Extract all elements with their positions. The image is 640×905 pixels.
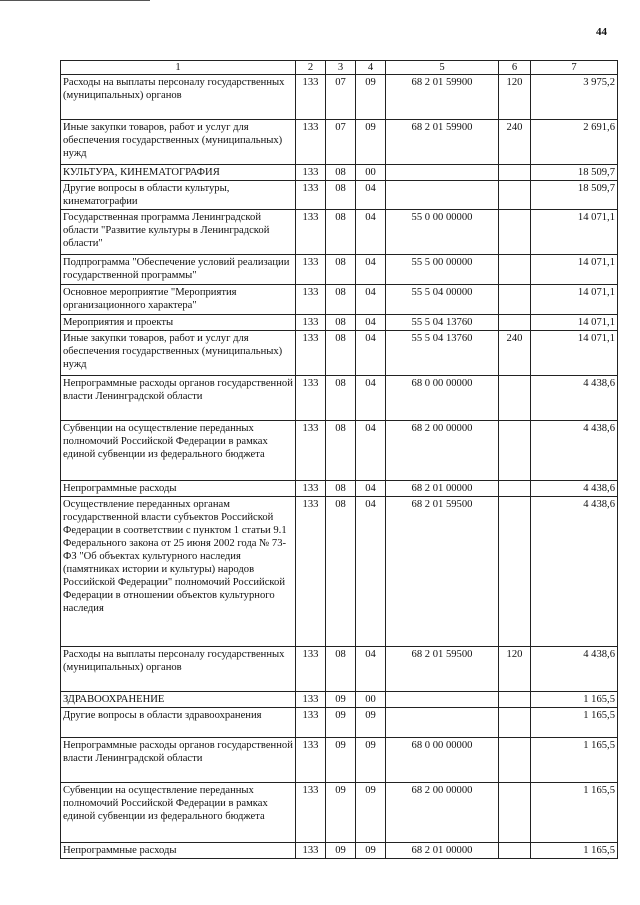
row-pr: 09 bbox=[356, 120, 386, 165]
row-sum: 1 165,5 bbox=[531, 692, 618, 708]
row-sum: 1 165,5 bbox=[531, 708, 618, 738]
header-cell: 7 bbox=[531, 61, 618, 75]
row-pr: 04 bbox=[356, 376, 386, 421]
row-sum: 1 165,5 bbox=[531, 843, 618, 859]
row-name: Непрограммные расходы bbox=[61, 481, 296, 497]
row-csr bbox=[386, 165, 499, 181]
row-name: Непрограммные расходы органов государственной власти Ленинградской области bbox=[61, 376, 296, 421]
row-sum: 4 438,6 bbox=[531, 376, 618, 421]
row-name: Расходы на выплаты персоналу государственных (муниципальных) органов bbox=[61, 75, 296, 120]
row-vr bbox=[499, 421, 531, 481]
row-vr bbox=[499, 255, 531, 285]
row-pr: 04 bbox=[356, 481, 386, 497]
row-name: КУЛЬТУРА, КИНЕМАТОГРАФИЯ bbox=[61, 165, 296, 181]
row-rz: 08 bbox=[326, 376, 356, 421]
row-gr: 133 bbox=[296, 421, 326, 481]
row-gr: 133 bbox=[296, 315, 326, 331]
row-rz: 08 bbox=[326, 181, 356, 210]
row-rz: 07 bbox=[326, 120, 356, 165]
row-csr: 68 2 01 59900 bbox=[386, 120, 499, 165]
row-rz: 09 bbox=[326, 843, 356, 859]
row-gr: 133 bbox=[296, 75, 326, 120]
row-sum: 14 071,1 bbox=[531, 331, 618, 376]
row-pr: 09 bbox=[356, 783, 386, 843]
table-row bbox=[61, 783, 618, 843]
row-vr bbox=[499, 315, 531, 331]
row-vr bbox=[499, 497, 531, 647]
row-name: Непрограммные расходы органов государственной власти Ленинградской области bbox=[61, 738, 296, 783]
row-pr: 09 bbox=[356, 843, 386, 859]
row-name: Иные закупки товаров, работ и услуг для обеспечения государственных (муниципальных) нужд bbox=[61, 120, 296, 165]
row-name: Субвенции на осуществление переданных полномочий Российской Федерации в рамках единой субвенции из федерального бюджета bbox=[61, 783, 296, 843]
header-cell: 4 bbox=[356, 61, 386, 75]
row-csr: 68 2 01 00000 bbox=[386, 843, 499, 859]
table-row bbox=[61, 481, 618, 497]
row-sum: 14 071,1 bbox=[531, 255, 618, 285]
header-cell: 6 bbox=[499, 61, 531, 75]
header-row bbox=[61, 61, 618, 75]
header-cell: 3 bbox=[326, 61, 356, 75]
row-csr: 55 5 00 00000 bbox=[386, 255, 499, 285]
row-csr: 68 2 01 00000 bbox=[386, 481, 499, 497]
row-name: ЗДРАВООХРАНЕНИЕ bbox=[61, 692, 296, 708]
row-csr: 68 0 00 00000 bbox=[386, 738, 499, 783]
header-cell: 2 bbox=[296, 61, 326, 75]
row-gr: 133 bbox=[296, 843, 326, 859]
row-pr: 04 bbox=[356, 497, 386, 647]
table-row bbox=[61, 285, 618, 315]
row-sum: 18 509,7 bbox=[531, 181, 618, 210]
row-gr: 133 bbox=[296, 165, 326, 181]
row-pr: 00 bbox=[356, 165, 386, 181]
row-pr: 09 bbox=[356, 75, 386, 120]
header-cell: 5 bbox=[386, 61, 499, 75]
row-pr: 04 bbox=[356, 210, 386, 255]
row-rz: 08 bbox=[326, 165, 356, 181]
row-gr: 133 bbox=[296, 210, 326, 255]
row-sum: 14 071,1 bbox=[531, 315, 618, 331]
row-gr: 133 bbox=[296, 692, 326, 708]
row-pr: 00 bbox=[356, 692, 386, 708]
row-csr: 68 2 00 00000 bbox=[386, 421, 499, 481]
row-vr: 240 bbox=[499, 120, 531, 165]
row-pr: 04 bbox=[356, 285, 386, 315]
row-vr: 240 bbox=[499, 331, 531, 376]
row-vr bbox=[499, 843, 531, 859]
row-rz: 09 bbox=[326, 708, 356, 738]
table-row bbox=[61, 708, 618, 738]
table-row bbox=[61, 331, 618, 376]
row-sum: 4 438,6 bbox=[531, 421, 618, 481]
table-row bbox=[61, 692, 618, 708]
row-gr: 133 bbox=[296, 181, 326, 210]
row-gr: 133 bbox=[296, 497, 326, 647]
row-csr: 55 5 04 00000 bbox=[386, 285, 499, 315]
row-vr bbox=[499, 181, 531, 210]
table-row bbox=[61, 376, 618, 421]
row-rz: 08 bbox=[326, 647, 356, 692]
row-gr: 133 bbox=[296, 376, 326, 421]
row-name: Расходы на выплаты персоналу государственных (муниципальных) органов bbox=[61, 647, 296, 692]
row-rz: 09 bbox=[326, 692, 356, 708]
row-sum: 1 165,5 bbox=[531, 783, 618, 843]
row-rz: 08 bbox=[326, 421, 356, 481]
row-csr bbox=[386, 708, 499, 738]
row-name: Другие вопросы в области культуры, кинематографии bbox=[61, 181, 296, 210]
row-csr: 68 2 01 59500 bbox=[386, 497, 499, 647]
row-csr: 55 5 04 13760 bbox=[386, 331, 499, 376]
row-vr bbox=[499, 738, 531, 783]
top-rule bbox=[0, 0, 150, 1]
table-row bbox=[61, 497, 618, 647]
row-pr: 04 bbox=[356, 255, 386, 285]
row-csr: 68 2 00 00000 bbox=[386, 783, 499, 843]
table-row bbox=[61, 120, 618, 165]
row-rz: 08 bbox=[326, 285, 356, 315]
row-vr bbox=[499, 285, 531, 315]
row-vr bbox=[499, 692, 531, 708]
row-name: Основное мероприятие "Мероприятия организационного характера" bbox=[61, 285, 296, 315]
row-sum: 4 438,6 bbox=[531, 497, 618, 647]
header-cell: 1 bbox=[61, 61, 296, 75]
row-pr: 09 bbox=[356, 708, 386, 738]
row-rz: 08 bbox=[326, 481, 356, 497]
row-sum: 2 691,6 bbox=[531, 120, 618, 165]
row-gr: 133 bbox=[296, 331, 326, 376]
row-gr: 133 bbox=[296, 120, 326, 165]
row-name: Осуществление переданных органам государственной власти субъектов Российской Федерации в соответствии с пунктом 1 статьи 9.1 Федерального закона от 25 июня 2002 года № 73-ФЗ "Об объектах культурного наследия (памятниках истории и культуры) народов Российской Федерации" полномочий Российской Федерации в отношении объектов культурного наследия bbox=[61, 497, 296, 647]
row-gr: 133 bbox=[296, 647, 326, 692]
row-sum: 4 438,6 bbox=[531, 481, 618, 497]
table-row bbox=[61, 210, 618, 255]
table-row bbox=[61, 181, 618, 210]
row-sum: 18 509,7 bbox=[531, 165, 618, 181]
row-rz: 09 bbox=[326, 738, 356, 783]
row-pr: 04 bbox=[356, 421, 386, 481]
row-sum: 4 438,6 bbox=[531, 647, 618, 692]
row-vr: 120 bbox=[499, 75, 531, 120]
row-rz: 08 bbox=[326, 315, 356, 331]
row-vr bbox=[499, 376, 531, 421]
row-csr bbox=[386, 181, 499, 210]
row-csr: 68 2 01 59900 bbox=[386, 75, 499, 120]
table-row bbox=[61, 255, 618, 285]
row-pr: 04 bbox=[356, 647, 386, 692]
table-row bbox=[61, 75, 618, 120]
row-pr: 04 bbox=[356, 331, 386, 376]
row-name: Другие вопросы в области здравоохранения bbox=[61, 708, 296, 738]
row-pr: 04 bbox=[356, 315, 386, 331]
row-vr bbox=[499, 783, 531, 843]
row-name: Иные закупки товаров, работ и услуг для обеспечения государственных (муниципальных) нужд bbox=[61, 331, 296, 376]
table-row bbox=[61, 315, 618, 331]
row-gr: 133 bbox=[296, 783, 326, 843]
row-csr: 55 0 00 00000 bbox=[386, 210, 499, 255]
page-number: 44 bbox=[596, 26, 607, 38]
row-vr bbox=[499, 210, 531, 255]
row-rz: 08 bbox=[326, 331, 356, 376]
row-rz: 09 bbox=[326, 783, 356, 843]
row-sum: 3 975,2 bbox=[531, 75, 618, 120]
table-row bbox=[61, 647, 618, 692]
row-gr: 133 bbox=[296, 285, 326, 315]
row-gr: 133 bbox=[296, 708, 326, 738]
table-row bbox=[61, 421, 618, 481]
row-csr bbox=[386, 692, 499, 708]
row-name: Непрограммные расходы bbox=[61, 843, 296, 859]
table-row bbox=[61, 843, 618, 859]
row-csr: 55 5 04 13760 bbox=[386, 315, 499, 331]
row-sum: 14 071,1 bbox=[531, 210, 618, 255]
row-sum: 14 071,1 bbox=[531, 285, 618, 315]
table-row bbox=[61, 738, 618, 783]
row-csr: 68 2 01 59500 bbox=[386, 647, 499, 692]
row-name: Субвенции на осуществление переданных полномочий Российской Федерации в рамках единой субвенции из федерального бюджета bbox=[61, 421, 296, 481]
row-rz: 08 bbox=[326, 255, 356, 285]
table-row bbox=[61, 165, 618, 181]
row-gr: 133 bbox=[296, 738, 326, 783]
row-vr bbox=[499, 481, 531, 497]
row-name: Государственная программа Ленинградской области "Развитие культуры в Ленинградской области" bbox=[61, 210, 296, 255]
row-rz: 08 bbox=[326, 210, 356, 255]
row-pr: 04 bbox=[356, 181, 386, 210]
row-gr: 133 bbox=[296, 255, 326, 285]
row-rz: 08 bbox=[326, 497, 356, 647]
row-csr: 68 0 00 00000 bbox=[386, 376, 499, 421]
row-sum: 1 165,5 bbox=[531, 738, 618, 783]
row-gr: 133 bbox=[296, 481, 326, 497]
row-vr bbox=[499, 708, 531, 738]
row-vr bbox=[499, 165, 531, 181]
row-rz: 07 bbox=[326, 75, 356, 120]
row-name: Подпрограмма "Обеспечение условий реализации государственной программы" bbox=[61, 255, 296, 285]
row-name: Мероприятия и проекты bbox=[61, 315, 296, 331]
budget-table bbox=[60, 60, 618, 859]
row-vr: 120 bbox=[499, 647, 531, 692]
row-pr: 09 bbox=[356, 738, 386, 783]
